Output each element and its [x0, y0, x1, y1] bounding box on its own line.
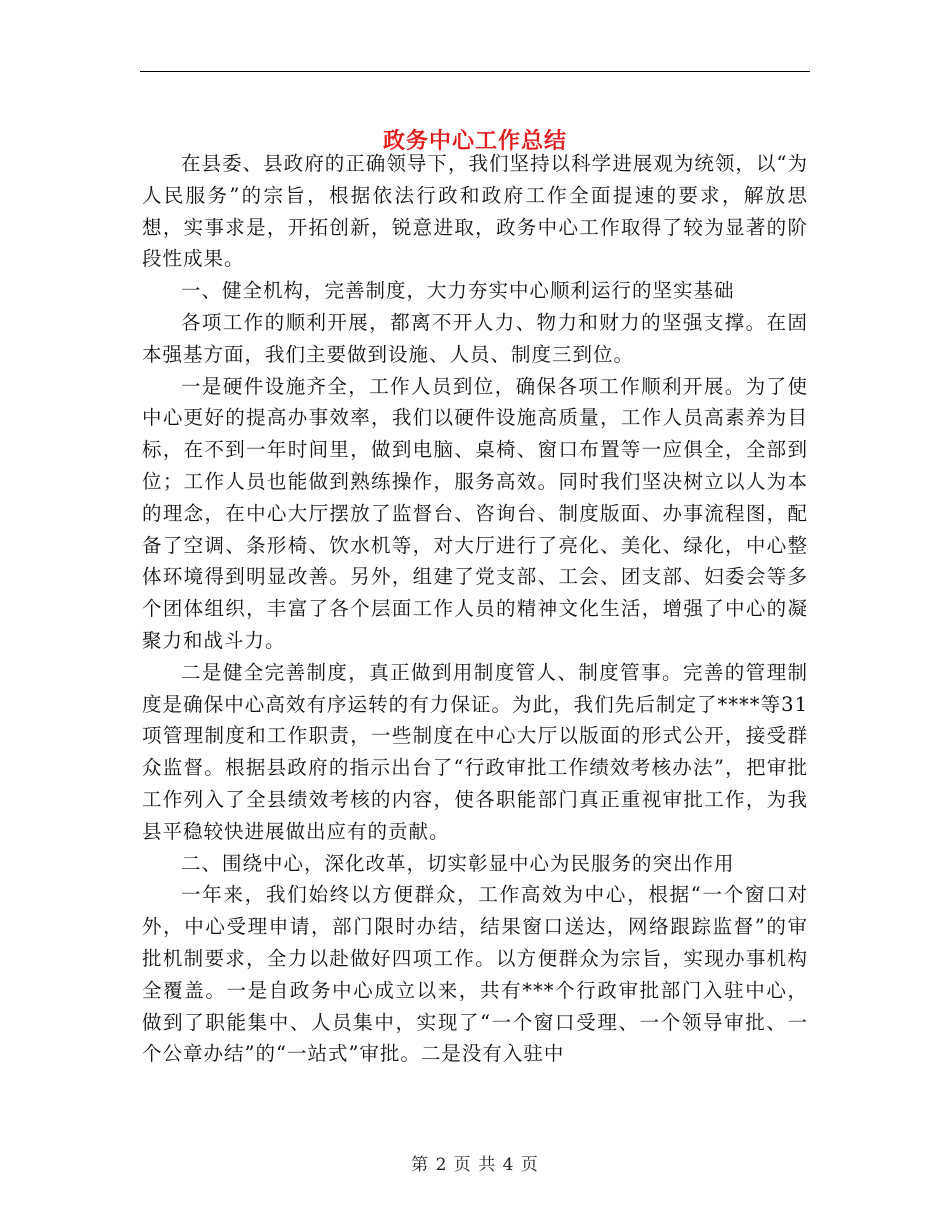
paragraph-rules: 二是健全完善制度，真正做到用制度管人、制度管事。完善的管理制度是确保中心高效有序运转的有力保证。为此，我们先后制定了****等31项管理制度和工作职责，一些制度在中心大厅以版面的形式公开，接受群众监督。根据县政府的指示出台了“行政审批工作绩效考核办法”，把审批工作列入了全县绩效考核的内容，使各职能部门真正重视审批工作，为我县平稳较快进展做出应有的贡献。	[142, 660, 808, 843]
section-heading-2: 二、围绕中心，深化改革，切实彰显中心为民服务的突出作用	[181, 851, 735, 875]
paragraph-hardware: 一是硬件设施齐全，工作人员到位，确保各项工作顺利开展。为了使中心更好的提高办事效率，我们以硬件设施高质量，工作人员高素养为目标，在不到一年时间里，做到电脑、桌椅、窗口布置等一应俱全，全部到位；工作人员也能做到熟练操作，服务高效。同时我们坚决树立以人为本的理念，在中心大厅摆放了监督台、咨询台、制度版面、办事流程图，配备了空调、条形椅、饮水机等，对大厅进行了亮化、美化、绿化，中心整体环境得到明显改善。另外，组建了党支部、工会、团支部、妇委会等多个团体组织，丰富了各个层面工作人员的精神文化生活，增强了中心的凝聚力和战斗力。	[142, 374, 808, 652]
page-number: 第 2 页 共 4 页	[411, 1155, 539, 1175]
paragraph-service: 一年来，我们始终以方便群众，工作高效为中心，根据“一个窗口对外，中心受理申请，部门限时办结，结果窗口送达，网络跟踪监督”的审批机制要求，全力以赴做好四项工作。以方便群众为宗旨，实现办事机构全覆盖。一是自政务中心成立以来，共有***个行政审批部门入驻中心，做到了职能集中、人员集中，实现了“一个窗口受理、一个领导审批、一个公章办结”的“一站式”审批。二是没有入驻中	[142, 883, 808, 1066]
section-heading-1: 一、健全机构，完善制度，大力夯实中心顺利运行的坚实基础	[181, 279, 735, 303]
header-rule	[140, 71, 810, 72]
document-title: 政务中心工作总结	[382, 127, 567, 154]
paragraph-support: 各项工作的顺利开展，都离不开人力、物力和财力的坚强支撑。在固本强基方面，我们主要做到设施、人员、制度三到位。	[142, 310, 808, 366]
document-body	[142, 148, 808, 1070]
paragraph-intro: 在县委、县政府的正确领导下，我们坚持以科学进展观为统领，以“为人民服务”的宗旨，根据依法行政和政府工作全面提速的要求，解放思想，实事求是，开拓创新，锐意进取，政务中心工作取得了较为显著的阶段性成果。	[142, 152, 808, 271]
